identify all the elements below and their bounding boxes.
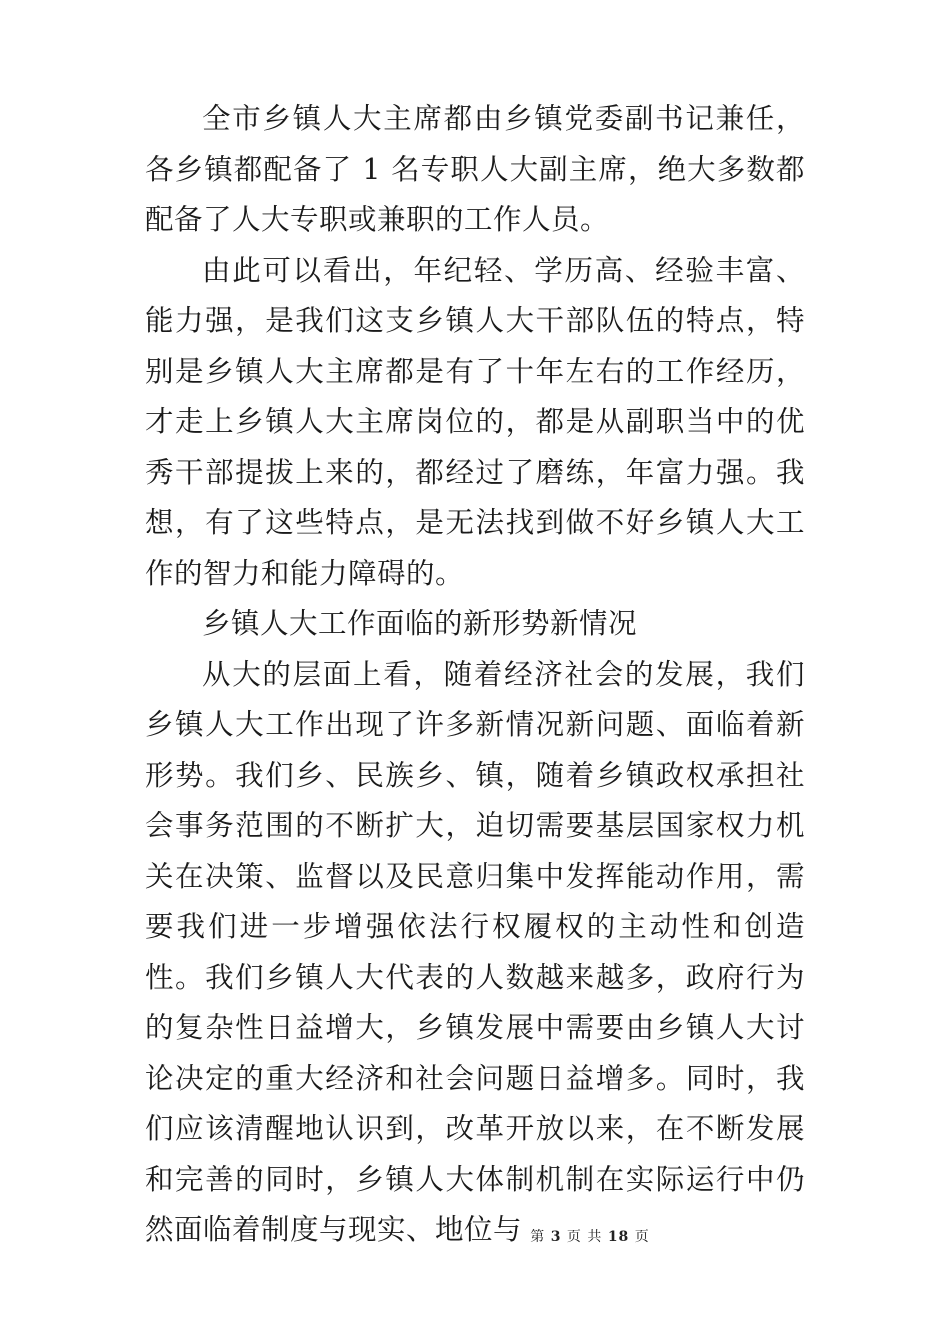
footer-total-pages: 18 <box>607 1229 630 1245</box>
paragraph-1: 全市乡镇人大主席都由乡镇党委副书记兼任，各乡镇都配备了 1 名专职人大副主席，绝大多数都配备了人大专职或兼职的工作人员。 <box>145 102 805 236</box>
footer-current-page: 3 <box>550 1229 562 1245</box>
paragraph-2: 由此可以看出，年纪轻、学历高、经验丰富、能力强，是我们这支乡镇人大干部队伍的特点，特别是乡镇人大主席都是有了十年左右的工作经历，才走上乡镇人大主席岗位的，都是从副职当中的优秀干部提拔上来的，都经过了磨练，年富力强。我想，有了这些特点，是无法找到做不好乡镇人大工作的智力和能力障碍的。 <box>145 253 805 590</box>
footer-suffix: 页 <box>634 1229 650 1245</box>
document-body <box>145 94 805 1256</box>
footer-middle: 页 共 <box>566 1229 603 1245</box>
footer-prefix: 第 <box>530 1229 546 1245</box>
paragraph-3: 从大的层面上看，随着经济社会的发展，我们乡镇人大工作出现了许多新情况新问题、面临着新形势。我们乡、民族乡、镇，随着乡镇政权承担社会事务范围的不断扩大，迫切需要基层国家权力机关在决策、监督以及民意归集中发挥能动作用，需要我们进一步增强依法行权履权的主动性和创造性。我们乡镇人大代表的人数越来越多，政府行为的复杂性日益增大，乡镇发展中需要由乡镇人大讨论决定的重大经济和社会问题日益增多。同时，我们应该清醒地认识到，改革开放以来，在不断发展和完善的同时，乡镇人大体制机制在实际运行中仍然面临着制度与现实、地位与 <box>145 657 805 1246</box>
page-footer <box>0 1226 950 1246</box>
section-heading: 乡镇人大工作面临的新形势新情况 <box>202 607 638 640</box>
